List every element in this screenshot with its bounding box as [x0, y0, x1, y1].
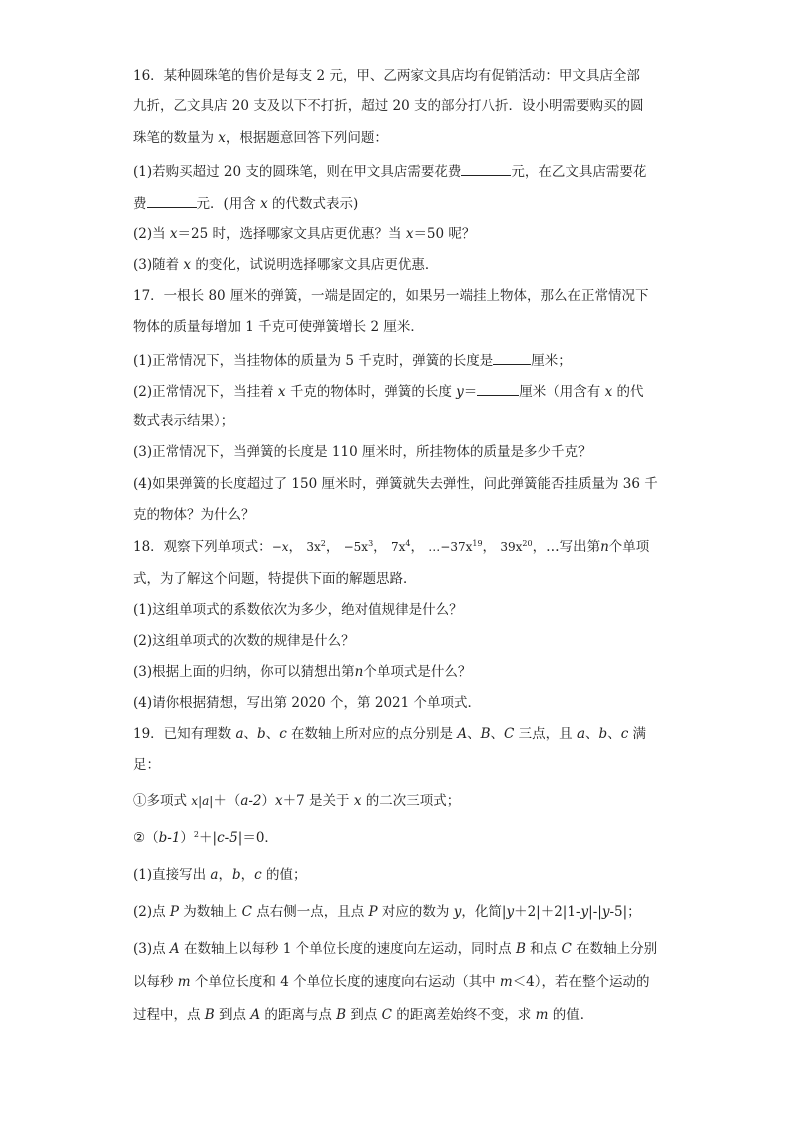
answer-blank[interactable] [147, 193, 197, 208]
monomial-3: $-5x^3$ [343, 539, 374, 554]
q19-text: 足： [133, 757, 160, 773]
q19-condition-2: $②(b-1)^2+|c-5|=0$． [133, 830, 278, 846]
q16-part-1 [133, 161, 646, 181]
q16-text: 费 [133, 196, 147, 212]
q19-text: 以每秒 [133, 974, 178, 990]
q19-text: ＜4），若在整个运动的 [512, 974, 650, 990]
var-a: a [235, 726, 244, 742]
q17-text: (4)如果弹簧的长度超过了 150 厘米时，弹簧就失去弹性，问此弹簧能否挂质量为 36 千 [133, 476, 658, 492]
q16-line-3 [133, 129, 388, 147]
monomial-6: $39x^{20}$ [500, 539, 533, 554]
var-x: x [260, 196, 268, 212]
q19-text: 的值； [261, 867, 307, 883]
q19-part-3-cont: 以每秒 m 个单位长度和 4 个单位长度的速度向右运动（其中 m＜4），若在整个运动的 [133, 974, 650, 990]
q17-text: (1)正常情况下，当挂物体的质量为 5 千克时，弹簧的长度是 [133, 353, 494, 369]
q17-text: 厘米； [531, 353, 572, 369]
monomial-2: $3x^2$ [306, 539, 326, 554]
expr-b-minus-1: b-1 [158, 830, 181, 846]
q17-text: 物体的质量每增加 1 千克可使弹簧增长 2 厘米． [133, 319, 424, 335]
q18-text: (1)这组单项式的系数依次为多少，绝对值规律是什么？ [133, 602, 463, 618]
monomial-4: $7x^4$ [390, 539, 411, 554]
var-x: x [218, 130, 226, 146]
monomial-1: −x [271, 540, 289, 554]
q18-part-3 [133, 663, 471, 681]
q18-text: 个单项 [608, 539, 650, 555]
q19-condition-1: ①多项式 x|a|＋（a-2）x＋7 是关于 x 的二次三项式； [133, 793, 461, 809]
q16-text: ＝50 呢？ [413, 226, 476, 242]
q18-text: 式，为了解这个问题，特提供下面的解题思路． [133, 571, 417, 587]
q19-text: 过程中，点 [133, 1007, 205, 1023]
q19-text: 的值． [548, 1007, 594, 1023]
q19-part-2: (2)点 P 为数轴上 C 点右侧一点，且点 P 对应的数为 y，化简|y＋2|＋2|1-y|-|y-5|； [133, 904, 641, 920]
q19-text: |＝0． [237, 830, 278, 846]
q19-text: ＋7 是关于 [282, 793, 354, 809]
answer-blank[interactable] [477, 381, 519, 396]
q18-line-1: 18．观察下列单项式：−x， $3x^2$， $-5x^3$， $7x^4$， $\dots-37x^{19}$， $39x^{20}$，…写出第n个单项 [133, 539, 650, 555]
q19-part-3: (3)点 A 在数轴上以每秒 1 个单位长度的速度向左运动，同时点 B 和点 C 在数轴上分别 [133, 941, 658, 957]
q19-text: -5|； [609, 904, 641, 920]
var-b: b [598, 726, 608, 742]
var-c: c [279, 726, 287, 742]
q16-text: 的变化，试说明选择哪家文具店更优惠． [191, 257, 439, 273]
q16-text: ＝25 时，选择哪家文具店更优惠？当 [177, 226, 406, 242]
q17-line-2 [133, 318, 424, 336]
term-x-abs-a: x|a| [191, 794, 214, 808]
q17-text: 克的物体？为什么？ [133, 507, 255, 523]
q18-text: (4)请你根据猜想，写出第 2020 个，第 2021 个单项式． [133, 695, 482, 711]
var-x: x [277, 384, 286, 400]
q17-text: 千克的物体时，弹簧的长度 [285, 384, 457, 400]
q19-text: 19．已知有理数 [133, 726, 236, 742]
q17-text: ＝ [463, 384, 478, 400]
var-x: x [275, 793, 283, 809]
q17-part-2-cont [133, 412, 234, 430]
q16-text: 元．(用含 [196, 196, 261, 212]
q19-part-1: (1)直接写出 a，b，c 的值； [133, 867, 307, 883]
q17-text: 17．一根长 80 厘米的弹簧，一端是固定的，如果另一端挂上物体，那么在正常情况下 [133, 288, 649, 304]
q18-text: 18．观察下列单项式： [133, 539, 272, 555]
q16-part-3 [133, 256, 438, 274]
q16-text: (1)若购买超过 20 支的圆珠笔，则在甲文具店需要花费 [133, 164, 462, 180]
var-b: b [257, 726, 266, 742]
q16-text: 的代数式表示) [267, 196, 359, 212]
q19-text: ②（ [133, 830, 159, 846]
q17-text: (2)正常情况下，当挂着 [133, 384, 278, 400]
q16-text: 元，在乙文具店需要花 [511, 164, 647, 180]
point-C: C [504, 726, 515, 742]
q16-part-2 [133, 225, 475, 243]
q18-part-2 [133, 632, 355, 650]
var-c: c [620, 726, 629, 742]
q19-text: (1)直接写出 [133, 867, 211, 883]
q19-text: (2)点 [133, 904, 170, 920]
q16-part-1-cont [133, 193, 358, 213]
q17-part-2 [133, 381, 644, 401]
q17-text: 的代 [612, 384, 644, 400]
q18-part-4 [133, 694, 481, 712]
q19-text: 的二次三项式； [361, 793, 461, 809]
q18-text: ，…写出第 [532, 539, 601, 555]
q19-text: 在数轴上所对应的点分别是 [286, 726, 458, 742]
q16-text: 珠笔的数量为 [133, 130, 219, 146]
var-y: y [456, 384, 464, 400]
answer-blank[interactable] [461, 161, 511, 176]
q16-text: ，根据题意回答下列问题： [225, 130, 388, 146]
var-x: x [405, 226, 414, 242]
q17-part-4 [133, 475, 658, 493]
q17-line-1 [133, 287, 648, 305]
q17-part-3 [133, 443, 591, 461]
q16-text: (2)当 [133, 226, 170, 242]
point-A: A [457, 726, 468, 742]
var-x: x [169, 226, 178, 242]
q17-text: 数式表示结果）； [133, 413, 235, 429]
q18-line-2 [133, 570, 417, 588]
q19-text: (3)点 [133, 941, 170, 957]
q17-text: (3)正常情况下，当弹簧的长度是 110 厘米时，所挂物体的质量是多少千克？ [133, 444, 592, 460]
var-a: a [576, 726, 586, 742]
q18-text: 个单项式是什么？ [363, 664, 472, 680]
q16-text: 16．某种圆珠笔的售价是每支 2 元，甲、乙两家文具店均有促销活动：甲文具店全部 [133, 68, 640, 84]
monomial-5: $\dots-37x^{19}$ [428, 539, 483, 554]
var-x: x [353, 793, 362, 809]
q18-part-1 [133, 601, 463, 619]
q16-text: 九折，乙文具店 20 支及以下不打折，超过 20 支的部分打八折．设小明需要购买的圆 [133, 98, 644, 114]
q19-line-1: 19．已知有理数 a、b、c 在数轴上所对应的点分别是 A、B、C 三点，且 a、b、c 满 [133, 726, 647, 742]
point-B: B [480, 726, 491, 742]
expr-a-minus-2: a-2 [240, 793, 262, 809]
q19-text: 在数轴上分别 [571, 941, 658, 957]
var-x: x [183, 257, 192, 273]
q19-text: ①多项式 [133, 793, 192, 809]
q19-text: 满 [628, 726, 647, 742]
q17-text: 厘米（用含有 [519, 384, 605, 400]
q19-line-2 [133, 756, 160, 774]
q18-text: (3)根据上面的归纳，你可以猜想出第 [133, 664, 355, 680]
q17-part-1 [133, 350, 572, 370]
q19-part-3-cont-2: 过程中，点 B 到点 A 的距离与点 B 到点 C 的距离差始终不变，求 m 的值． [133, 1007, 594, 1023]
q17-part-4-cont [133, 506, 255, 524]
answer-blank[interactable] [493, 350, 531, 365]
expr-c-minus-5: c-5 [217, 830, 238, 846]
var-n: n [600, 539, 609, 555]
q16-text: (3)随着 [133, 257, 184, 273]
var-n: n [354, 664, 364, 680]
q16-line-1 [133, 67, 640, 85]
q19-text: 三点，且 [514, 726, 577, 742]
q16-line-2 [133, 97, 644, 115]
var-x: x [604, 384, 613, 400]
q18-text: (2)这组单项式的次数的规律是什么？ [133, 633, 355, 649]
